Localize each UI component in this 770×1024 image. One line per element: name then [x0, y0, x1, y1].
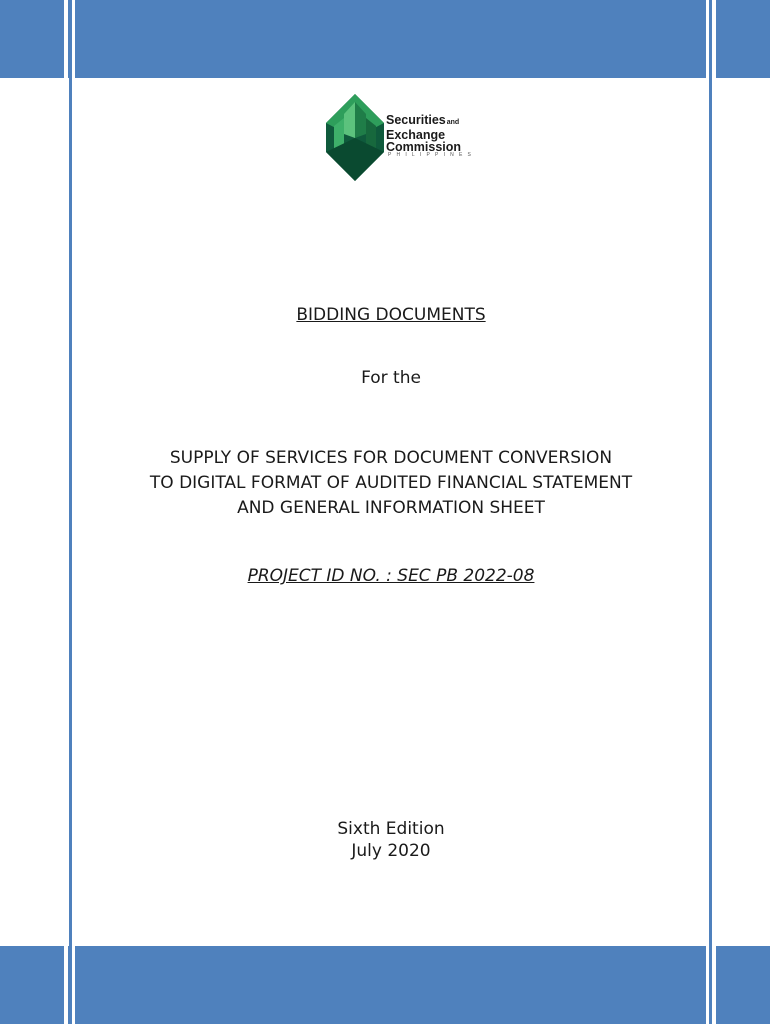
logo-country: PHILIPPINES — [388, 152, 477, 158]
logo-wordmark: Securitiesand Exchange Commission — [386, 113, 462, 154]
project-id: PROJECT ID NO. : SEC PB 2022-08 — [247, 566, 535, 586]
edition-date: July 2020 — [351, 841, 431, 861]
sec-logo — [326, 94, 486, 184]
frame-gap-right — [712, 0, 716, 1024]
subject-line-2: TO DIGITAL FORMAT OF AUDITED FINANCIAL STATEMENT — [149, 473, 633, 493]
frame-gap-left — [64, 0, 68, 1024]
for-the-text: For the — [361, 368, 421, 388]
project-subject — [75, 446, 707, 521]
document-title: BIDDING DOCUMENTS — [296, 305, 486, 325]
subject-line-1: SUPPLY OF SERVICES FOR DOCUMENT CONVERSION — [169, 448, 613, 468]
edition-text: Sixth Edition — [337, 819, 445, 839]
top-band — [0, 0, 770, 78]
subject-line-3: AND GENERAL INFORMATION SHEET — [237, 498, 545, 518]
edition-block — [75, 818, 707, 862]
bottom-band — [0, 946, 770, 1024]
sec-emblem-icon — [326, 94, 384, 182]
